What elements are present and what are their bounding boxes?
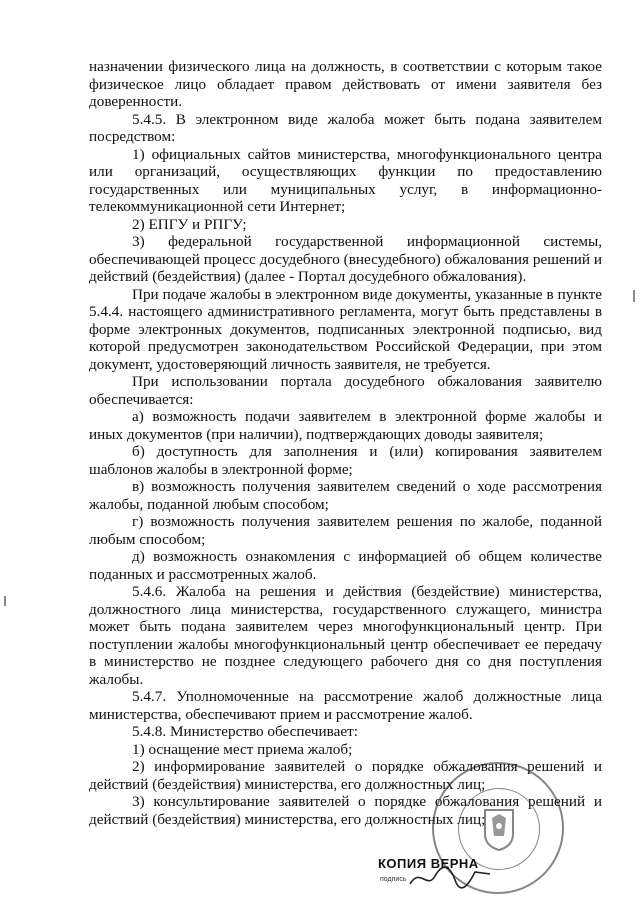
paragraph: При использовании портала досудебного обжалования заявителю обеспечивается:: [89, 373, 602, 408]
scan-edge-mark: [633, 290, 635, 302]
paragraph: б) доступность для заполнения и (или) копирования заявителем шаблонов жалобы в электронной форме;: [89, 443, 602, 478]
paragraph: д) возможность ознакомления с информацией об общем количестве поданных и рассмотренных жалоб.: [89, 548, 602, 583]
paragraph: 5.4.6. Жалоба на решения и действия (бездействие) министерства, должностного лица министерства, государственного служащего, министра может быть подана заявителем через многофункциональный центр. При поступлении жалобы многофункциональный центр обеспечивает ее передачу в министерство не позднее следующего рабочего дня со дня поступления жалобы.: [89, 583, 602, 688]
paragraph: 3) федеральной государственной информационной системы, обеспечивающей процесс досудебного (внесудебного) обжалования решений и действий (бездействия) (далее - Портал досудебного обжалования).: [89, 233, 602, 285]
copy-certified-label: КОПИЯ ВЕРНА: [378, 856, 479, 871]
paragraph: 5.4.7. Уполномоченные на рассмотрение жалоб должностные лица министерства, обеспечивают прием и рассмотрение жалоб.: [89, 688, 602, 723]
paragraph: 5.4.5. В электронном виде жалоба может быть подана заявителем посредством:: [89, 110, 602, 145]
paragraph: 5.4.8. Министерство обеспечивает:: [132, 723, 358, 740]
paragraph: 1) официальных сайтов министерства, многофункционального центра или организаций, осуществляющих функции по предоставлению государственных или муниципальных услуг, в информационно-телекоммуникационной сети Интернет;: [89, 145, 602, 215]
paragraph: назначении физического лица на должность, в соответствии с которым такое физическое лицо обладает правом действовать от имени заявителя без доверенности.: [89, 58, 602, 110]
scan-edge-mark: [4, 596, 6, 606]
paragraph: 2) ЕПГУ и РПГУ;: [132, 215, 247, 233]
paragraph: 1) оснащение мест приема жалоб;: [132, 740, 353, 758]
paragraph: 2) информирование заявителей о порядке обжалования решений и действий (бездействия) министерства, его должностных лиц;: [89, 758, 602, 793]
paragraph: 3) консультирование заявителей о порядке обжалования решений и действий (бездействия) министерства, его должностных лиц;: [89, 793, 602, 828]
signature-caption: подпись: [380, 876, 407, 883]
paragraph: г) возможность получения заявителем решения по жалобе, поданной любым способом;: [89, 513, 602, 548]
coat-of-arms-icon: [482, 806, 516, 852]
document-body: [89, 58, 602, 828]
paragraph: При подаче жалобы в электронном виде документы, указанные в пункте 5.4.4. настоящего административного регламента, могут быть представлены в форме электронных документов, подписанных электронной подписью, вид которой предусмотрен законодательством Российской Федерации, при этом документ, удостоверяющий личность заявителя, не требуется.: [89, 285, 602, 373]
paragraph: в) возможность получения заявителем сведений о ходе рассмотрения жалобы, поданной любым способом;: [89, 478, 602, 513]
paragraph: а) возможность подачи заявителем в электронной форме жалобы и иных документов (при наличии), подтверждающих доводы заявителя;: [89, 408, 602, 443]
